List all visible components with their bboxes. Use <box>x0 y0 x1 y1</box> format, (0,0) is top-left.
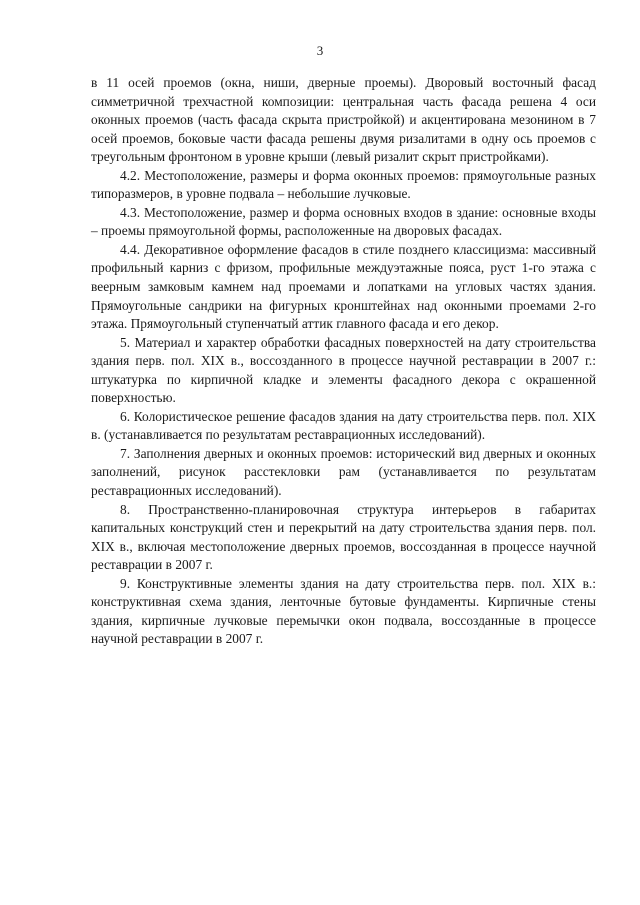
paragraph-4-2-windows: 4.2. Местоположение, размеры и форма оконных проемов: прямоугольные разных типоразмеров, в уровне подвала – небольшие лучковые. <box>91 167 596 202</box>
page-number: 3 <box>316 43 324 58</box>
paragraph-7-fillings: 7. Заполнения дверных и оконных проемов: исторический вид дверных и оконных заполнений, рисунок расстекловки рам (устанавливается по результатам реставрационных исследований). <box>91 445 596 499</box>
paragraph-5-materials: 5. Материал и характер обработки фасадных поверхностей на дату строительства здания перв. пол. XIX в., воссозданного в процессе научной реставрации в 2007 г.: штукатурка по кирпичной кладке и элементы фасадного декора с окрашенной поверхностью. <box>91 334 596 406</box>
paragraph-6-colors: 6. Колористическое решение фасадов здания на дату строительства перв. пол. XIX в. (устанавливается по результатам реставрационных исследований). <box>91 408 596 443</box>
paragraph-8-interiors: 8. Пространственно-планировочная структура интерьеров в габаритах капитальных конструкций стен и перекрытий на дату строительства здания перв. пол. XIX в., включая местоположение дверных проемов, воссозданная в процессе научной реставрации в 2007 г. <box>91 501 596 573</box>
document-body <box>91 74 596 649</box>
paragraph-9-structure: 9. Конструктивные элементы здания на дату строительства перв. пол. XIX в.: конструктивная схема здания, ленточные бутовые фундаменты. Кирпичные стены здания, кирпичные лучковые перемычки окон подвала, воссозданные в процессе научной реставрации в 2007 г. <box>91 575 596 647</box>
paragraph-4-3-entrances: 4.3. Местоположение, размер и форма основных входов в здание: основные входы – проемы прямоугольной формы, расположенные на дворовых фасадах. <box>91 204 596 239</box>
paragraph-4-4-decor: 4.4. Декоративное оформление фасадов в стиле позднего классицизма: массивный профильный карниз с фризом, профильные междуэтажные пояса, руст 1-го этажа с веерным замковым камнем над проемами и лопатками на угловых частях здания. Прямоугольные сандрики на фигурных кронштейнах над оконными проемами 2-го этажа. Прямоугольный ступенчатый аттик главного фасада и его декор. <box>91 241 596 332</box>
paragraph-facade-continuation: в 11 осей проемов (окна, ниши, дверные проемы). Дворовый восточный фасад симметричной трехчастной композиции: центральная часть фасада решена 4 оси оконных проемов (часть фасада скрыта пристройкой) и акцентирована мезонином в 7 осей проемов, боковые части фасада решены двумя ризалитами в одну ось проемов с треугольным фронтоном в уровне крыши (левый ризалит скрыт пристройками). <box>91 75 596 165</box>
